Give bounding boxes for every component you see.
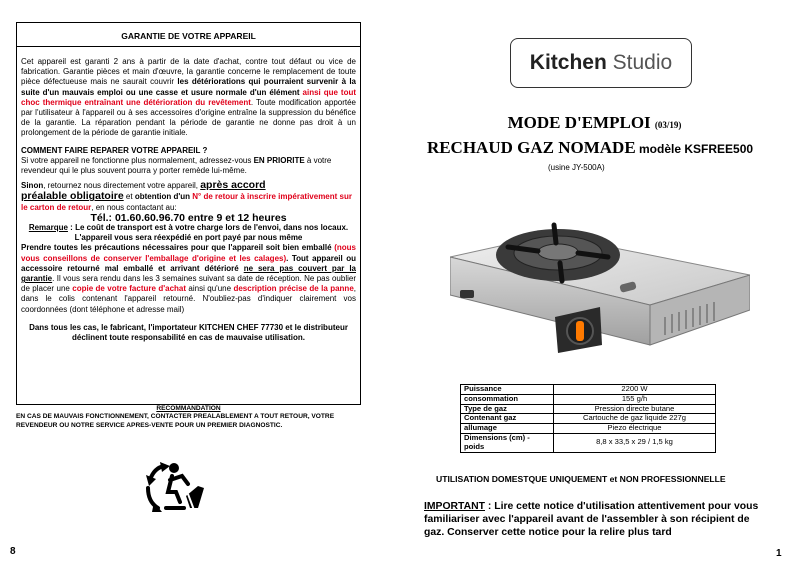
warranty-body: [21, 57, 356, 343]
product-title: RECHAUD GAZ NOMADE modèle KSFREE500: [426, 138, 754, 157]
brand-logo: Kitchen Studio: [510, 38, 692, 88]
manual-title: MODE D'EMPLOI (03/19): [507, 113, 682, 132]
important-notice: IMPORTANT : Lire cette notice d'utilisation attentivement pour vous familiariser avec l'appareil avant de l'assembler à son récipient de gaz. Conserver cette notice pour la relire plus tard: [424, 501, 759, 538]
factory-ref: (usine JY-500A): [548, 163, 605, 172]
usage-notice: UTILISATION DOMESTQUE UNIQUEMENT et NON PROFESSIONNELLE: [436, 474, 726, 484]
table-row: Type de gaz Pression directe butane: [461, 404, 716, 414]
warranty-title: GARANTIE DE VOTRE APPAREIL: [17, 23, 360, 47]
table-row: allumage Piezo électrique: [461, 424, 716, 434]
table-row: Puissance 2200 W: [461, 385, 716, 395]
repair-paragraph: Si votre appareil ne fonctionne plus normalement, adressez-vous EN PRIORITE à votre revendeur qui le plus souvent pourra y porter remède lui-même.: [21, 155, 332, 176]
packaging-paragraph: Prendre toutes les précautions nécessaires pour que l'appareil soit bien emballé (nous vous conseillons de conserver l'emballage d'origine et les calages). Tout appareil ou accessoire retourné mal emballé et arrivant détérioré ne sera pas couvert par la garantie. Il vous sera rendu dans les 3 semaines suivant sa date de réception. Ne pas oublier de placer une copie de votre facture d'achat ainsi qu'une description précise de la panne, dans le colis contenant l'appareil retourné. N'oubliez-pas d'indiquer clairement vos coordonnées (dont téléphone et adresse mail): [21, 243, 357, 314]
repair-question: COMMENT FAIRE REPARER VOTRE APPAREIL ?: [21, 145, 208, 155]
contact-phone: Tél.: 01.60.60.96.70 entre 9 et 12 heures: [90, 211, 287, 224]
transport-remark: Remarque : Le coût de transport est à votre charge lors de l'envoi, dans nos locaux. L'appareil vous sera réexpédié en port payé par nous même: [28, 223, 349, 243]
table-row: Contenant gaz Cartouche de gaz liquide 227g: [461, 414, 716, 424]
warranty-paragraph: Cet appareil est garanti 2 ans à partir de la date d'achat, contre tout défaut ou vice de fabrication. Garantie pièces et main d'œuvre, la garantie concerne le remplacement de toute pièce défectueuse mais ne saurait couvrir les détériorations qui pourraient survenir à la suite d'un mauvais emploi ou une casse et usure normale d'un élément ainsi que tout choc thermique entraînant une détérioration du revêtement. Toute modification apportée par l'utilisateur à l'appareil ou à ses accessoires d'origine entraîne la suppression du bénéfice de la garantie. La réparation pendant la période de garantie ne donne pas droit à un prolongement de la période de garantie initiale.: [21, 57, 357, 138]
table-row: consommation 155 g/h: [461, 394, 716, 404]
recommendation: [16, 405, 361, 430]
table-row: Dimensions (cm) - poids 8,8 x 33,5 x 29 / 1,5 kg: [461, 433, 716, 452]
liability-paragraph: Dans tous les cas, le fabricant, l'importateur KITCHEN CHEF 77730 et le distributeur déclinent toute responsabilité en cas de mauvaise utilisation.: [29, 322, 348, 343]
warranty-box: [16, 22, 361, 405]
page-number-left: 8: [10, 546, 16, 557]
page-number-right: 1: [776, 548, 782, 559]
recommendation-title: RECOMMANDATION: [156, 405, 221, 412]
recommendation-text: EN CAS DE MAUVAIS FONCTIONNEMENT, CONTACTER PREALABLEMENT A TOUT RETOUR, VOTRE REVENDEUR OU NOTRE SERVICE APRES-VENTE POUR UN PREMIER DIAGNOSTIC.: [16, 413, 335, 429]
triman-recycling-icon: [140, 458, 210, 516]
stove-illustration: [450, 195, 750, 355]
specs-table: [460, 384, 716, 453]
return-paragraph: Sinon, retournez nous directement votre appareil, après accord préalable obligatoire et obtention d'un N° de retour à inscrire impérativement sur le carton de retour, en nous contactant au:: [21, 179, 352, 212]
